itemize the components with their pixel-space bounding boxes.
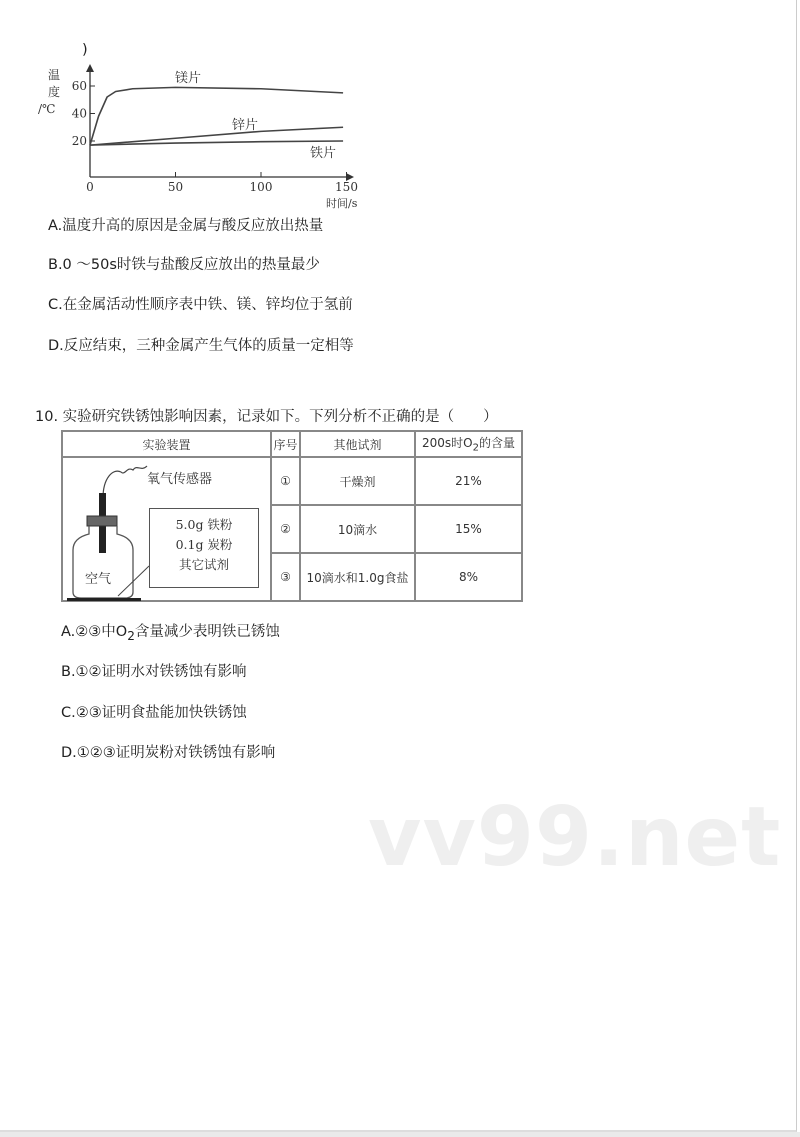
x-tick-label: 0 (86, 180, 94, 194)
row3-number: ③ (271, 553, 300, 601)
air-label: 空气 (85, 572, 112, 587)
q10-stem: 10. 实验研究铁锈蚀影响因素，记录如下。下列分析不正确的是（ ） (35, 409, 498, 425)
header-o2: 200s时$O_2$的含量 (415, 431, 522, 457)
y-axis-label: 度 (48, 85, 61, 99)
q9-option-c: C.在金属活动性顺序表中铁、镁、锌均位于氢前 (48, 297, 353, 313)
y-axis-arrow (86, 64, 94, 72)
q10-option-c: C.②③证明食盐能加快铁锈蚀 (61, 705, 247, 721)
series-label-2: 铁片 (310, 146, 337, 161)
q10-option-d: D.①②③证明炭粉对铁锈蚀有影响 (61, 745, 276, 761)
experiment-table (61, 430, 523, 602)
row1-reagent: 干燥剂 (300, 457, 415, 505)
series-label-1: 锌片 (232, 118, 259, 133)
sensor-label: 氧气传感器 (147, 472, 213, 487)
contents-other: 其它试剂 (178, 557, 229, 572)
x-tick-label: 50 (167, 180, 184, 194)
y-tick-label: 60 (71, 79, 87, 93)
series-label-0: 镁片 (175, 71, 202, 86)
y-axis-label: 温 (48, 68, 61, 82)
series-line-0 (90, 87, 343, 145)
temperature-chart (36, 55, 366, 213)
header-reagent: 其他试剂 (300, 431, 415, 457)
y-tick-label: 40 (71, 106, 87, 121)
row3-o2: 8% (415, 553, 522, 601)
x-tick-label: 150 (335, 180, 358, 194)
y-axis-label: /℃ (38, 102, 56, 116)
contents-iron: 5.0g 铁粉 (175, 517, 233, 532)
contents-carbon: 0.1g 炭粉 (175, 537, 233, 552)
apparatus-cell (62, 457, 271, 601)
x-tick-label: 100 (249, 180, 273, 194)
header-number: 序号 (271, 431, 300, 457)
row2-reagent: 10滴水 (300, 505, 415, 553)
row2-o2: 15% (415, 505, 522, 553)
row1-o2: 21% (415, 457, 522, 505)
contents-box (149, 508, 259, 588)
y-tick-label: 20 (71, 134, 87, 148)
row1-number: ① (271, 457, 300, 505)
header-apparatus: 实验装置 (62, 431, 271, 457)
page-bottom-edge (0, 1132, 800, 1137)
x-axis-label: 时间/s (326, 197, 358, 210)
row2-number: ② (271, 505, 300, 553)
q9-option-b: B.0 ～50s时铁与盐酸反应放出的热量最少 (48, 257, 320, 273)
q10-option-b: B.①②证明水对铁锈蚀有影响 (61, 664, 247, 680)
row3-reagent: 10滴水和1.0g食盐 (300, 553, 415, 601)
q9-option-d: D.反应结束，三种金属产生气体的质量一定相等 (48, 338, 354, 354)
watermark: vv99.net (368, 790, 782, 885)
q9-paren: ) (82, 42, 88, 58)
q9-option-a: A.温度升高的原因是金属与酸反应放出热量 (48, 218, 324, 234)
q10-option-a: A.②③中$O_2$含量减少表明铁已锈蚀 (61, 624, 280, 643)
